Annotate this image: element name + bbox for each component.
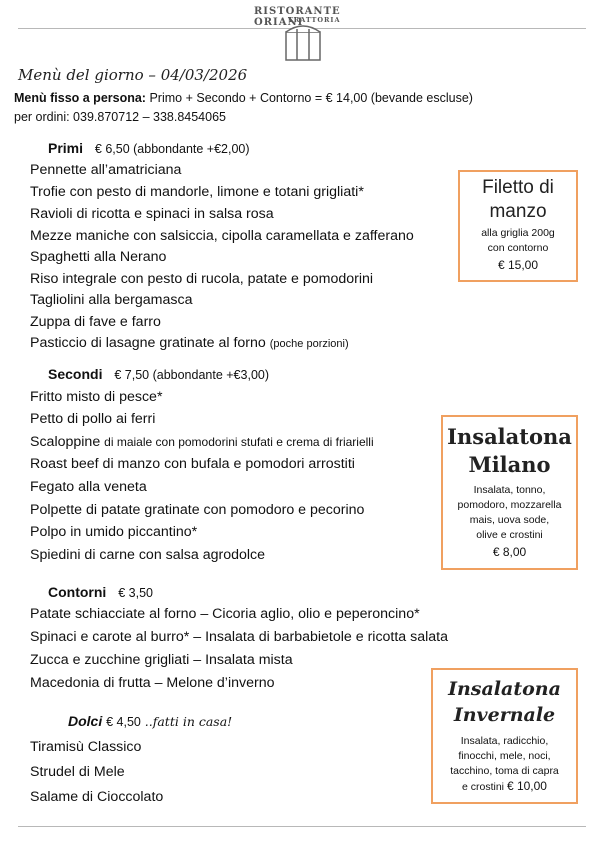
milano-title-2: Milano <box>468 452 551 477</box>
invernale-desc: Insalata, radicchio, <box>460 735 549 747</box>
dolci-title: Dolci <box>68 713 103 729</box>
primi-item: Tagliolini alla bergamasca <box>30 292 193 308</box>
restaurant-logo <box>248 2 358 62</box>
invernale-title-2: Invernale <box>453 704 556 726</box>
primi-title: Primi <box>48 140 84 156</box>
filetto-desc-1: alla griglia 200g <box>481 227 555 239</box>
milano-price: € 8,00 <box>492 545 527 559</box>
scaloppine-rest: di maiale con pomodorini stufati e crema di friarielli <box>104 435 374 449</box>
milano-desc: olive e crostini <box>476 529 543 541</box>
contorni-item: Macedonia di frutta – Melone d’inverno <box>30 675 275 691</box>
invernale-desc: finocchi, mele, noci, <box>458 750 551 762</box>
contorni-price: € 3,50 <box>118 586 153 600</box>
secondi-item: Fegato alla veneta <box>30 479 147 495</box>
invernale-desc-crostini: e crostini <box>462 781 505 793</box>
primi-item: Mezze maniche con salsiccia, cipolla caramellata e zafferano <box>30 228 414 244</box>
invernale-title-1: Insalatona <box>448 678 561 700</box>
primi-item-last-text: Pasticcio di lasagne gratinate al forno <box>30 335 266 351</box>
primi-heading <box>48 140 250 156</box>
secondi-item: Fritto misto di pesce* <box>30 389 163 405</box>
contorni-heading <box>48 584 153 600</box>
primi-item-last <box>30 335 349 351</box>
contorni-item: Patate schiacciate al forno – Cicoria aglio, olio e peperoncino* <box>30 606 420 622</box>
primi-item: Riso integrale con pesto di rucola, patate e pomodorini <box>30 271 374 287</box>
invernale-desc-last <box>433 779 576 795</box>
dolci-heading <box>68 713 232 729</box>
secondi-item-scaloppine <box>30 434 374 450</box>
primi-item: Zuppa di fave e farro <box>30 314 161 330</box>
filetto-title-1: Filetto di <box>482 177 554 198</box>
menu-date: Menù del giorno – 04/03/2026 <box>18 66 248 84</box>
secondi-item: Petto di pollo ai ferri <box>30 411 156 427</box>
secondi-item: Roast beef di manzo con bufala e pomodori arrostiti <box>30 456 355 472</box>
fixed-menu-line <box>14 91 473 105</box>
logo-name: RISTORANTE ORIANI <box>254 6 341 28</box>
milano-desc: Insalata, tonno, <box>473 484 546 496</box>
dolci-note: ..fatti in casa! <box>144 714 233 729</box>
orders-line: per ordini: 039.870712 – 338.8454065 <box>14 110 226 124</box>
filetto-title-2: manzo <box>489 201 547 222</box>
fixed-menu-label: Menù fisso a persona: <box>14 91 146 105</box>
bottom-rule <box>18 826 586 827</box>
secondi-price: € 7,50 (abbondante +€3,00) <box>114 368 270 382</box>
primi-item: Trofie con pesto di mandorle, limone e totani grigliati* <box>30 184 364 200</box>
primi-item: Spaghetti alla Nerano <box>30 249 167 265</box>
milano-desc: pomodoro, mozzarella <box>457 499 562 511</box>
contorni-item: Spinaci e carote al burro* – Insalata di barbabietole e ricotta salata <box>30 629 448 645</box>
primi-price: € 6,50 (abbondante +€2,00) <box>94 142 250 156</box>
dolci-price: € 4,50 <box>106 715 141 729</box>
milano-title-1: Insalatona <box>447 424 572 449</box>
milano-desc: mais, uova sode, <box>469 514 550 526</box>
secondi-item: Polpo in umido piccantino* <box>30 524 198 540</box>
fixed-menu-text: Primo + Secondo + Contorno = € 14,00 (bevande escluse) <box>149 91 473 105</box>
special-filetto-box <box>458 170 578 282</box>
logo-subtitle: TRATTORIA <box>288 16 341 24</box>
dolci-item: Tiramisù Classico <box>30 739 142 755</box>
special-invernale-box <box>431 668 578 804</box>
primi-item: Ravioli di ricotta e spinaci in salsa rosa <box>30 206 274 222</box>
contorni-item: Zucca e zucchine grigliati – Insalata mista <box>30 652 293 668</box>
special-milano-box <box>441 415 578 570</box>
dolci-item: Strudel di Mele <box>30 764 125 780</box>
secondi-item: Spiedini di carne con salsa agrodolce <box>30 547 266 563</box>
filetto-desc-2: con contorno <box>487 242 549 254</box>
secondi-title: Secondi <box>48 366 103 382</box>
invernale-desc: tacchino, toma di capra <box>450 765 559 777</box>
primi-item: Pennette all’amatriciana <box>30 162 182 178</box>
primi-item-note: (poche porzioni) <box>269 338 349 350</box>
contorni-title: Contorni <box>48 584 107 600</box>
scaloppine-main: Scaloppine <box>30 434 101 450</box>
dolci-item: Salame di Cioccolato <box>30 789 164 805</box>
filetto-price: € 15,00 <box>497 258 539 272</box>
secondi-heading <box>48 366 269 382</box>
secondi-item: Polpette di patate gratinate con pomodoro e pecorino <box>30 502 365 518</box>
invernale-price: € 10,00 <box>506 779 547 793</box>
